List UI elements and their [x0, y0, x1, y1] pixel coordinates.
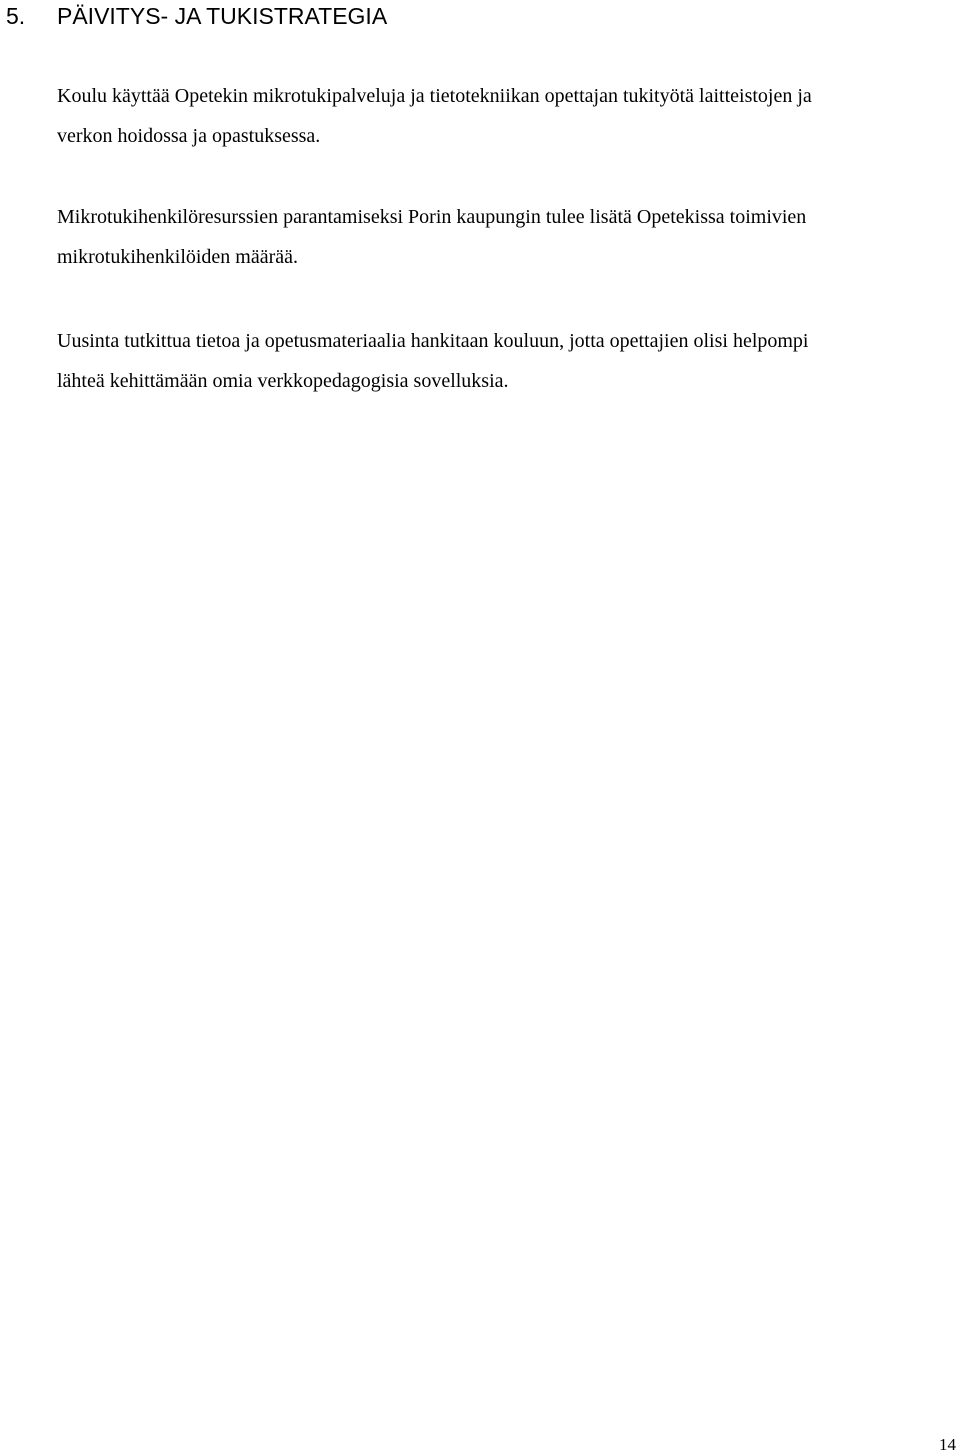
- section-heading: [6, 2, 387, 30]
- page-number: 14: [939, 1435, 956, 1454]
- paragraph-line: Koulu käyttää Opetekin mikrotukipalveluja ja tietotekniikan opettajan tukityötä laitteistojen ja: [57, 85, 812, 107]
- paragraph-line: Uusinta tutkittua tietoa ja opetusmateriaalia hankitaan kouluun, jotta opettajien olisi helpompi: [57, 330, 809, 352]
- paragraph-teaching-materials: [57, 321, 957, 401]
- section-number: 5.: [6, 3, 26, 29]
- section-title: PÄIVITYS- JA TUKISTRATEGIA: [57, 3, 388, 29]
- paragraph-staff-resources: [57, 197, 957, 277]
- paragraph-line: mikrotukihenkilöiden määrää.: [57, 246, 299, 268]
- paragraph-line: verkon hoidossa ja opastuksessa.: [57, 125, 321, 147]
- paragraph-microsupport: [57, 76, 957, 156]
- paragraph-line: Mikrotukihenkilöresurssien parantamiseksi Porin kaupungin tulee lisätä Opetekissa toimivien: [57, 206, 807, 228]
- paragraph-line: lähteä kehittämään omia verkkopedagogisia sovelluksia.: [57, 370, 509, 392]
